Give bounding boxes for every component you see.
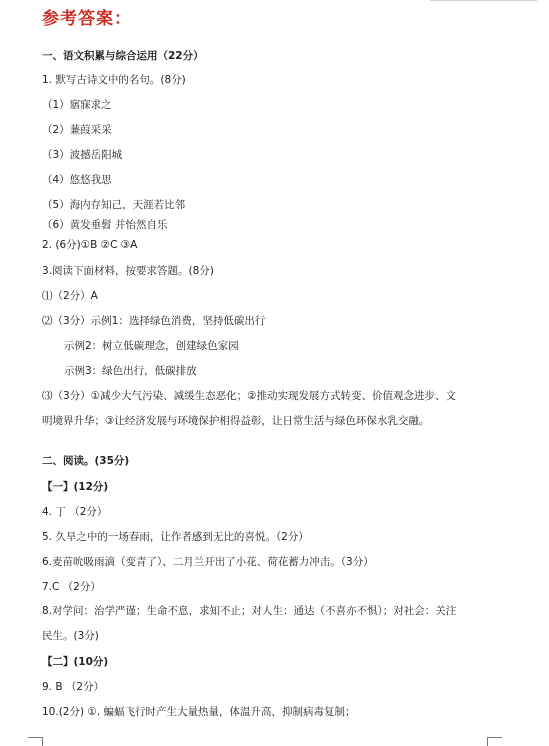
answer-line: 1. 默写古诗文中的名句。(8分): [42, 74, 186, 86]
section-heading: 【一】(12分): [42, 481, 109, 493]
answer-line: （1）寤寐求之: [42, 99, 112, 111]
answer-line: 7.C （2分）: [42, 581, 101, 593]
answer-line: （5）海内存知己，天涯若比邻: [42, 199, 186, 211]
section-heading: 一、语文积累与综合运用（22分）: [42, 50, 204, 62]
answer-line: 5. 久旱之中的一场春雨，让作者感到无比的喜悦。（2分）: [42, 531, 309, 543]
answer-line: 示例3：绿色出行，低碳排放: [64, 365, 197, 377]
answer-line: 3.阅读下面材料，按要求答题。(8分): [42, 265, 214, 277]
page-margin: [537, 0, 549, 746]
crop-mark-right: [487, 737, 502, 746]
section-heading: 【二】(10分): [42, 656, 109, 668]
answer-line: 2. (6分)①B ②C ③A: [42, 239, 138, 251]
answer-line: 示例2：树立低碳理念，创建绿色家园: [64, 340, 239, 352]
answer-line: （4）悠悠我思: [42, 174, 112, 186]
page-title: 参考答案：: [42, 9, 132, 29]
crop-mark-left: [28, 737, 43, 746]
answer-line: 6.麦苗吮吸雨滴（变青了）、二月兰开出了小花、荷花蓄力冲击。（3分）: [42, 556, 374, 568]
answer-line: （2）蒹葭采采: [42, 124, 112, 136]
page-top-rule: [430, 0, 549, 1]
answer-line: 民生。(3分): [42, 630, 99, 642]
answer-line: （3）波撼岳阳城: [42, 149, 123, 161]
answer-line: ⑴（2分）A: [42, 290, 98, 302]
answer-line: （6）黄发垂髫 并怡然自乐: [42, 219, 168, 231]
answer-line: ⑶（3分）①减少大气污染、减缓生态恶化；②推动实现发展方式转变、价值观念进步、文: [42, 390, 457, 402]
answer-line: ⑵（3分）示例1：选择绿色消费，坚持低碳出行: [42, 315, 266, 327]
answer-line: 9. B （2分）: [42, 681, 105, 693]
section-heading: 二、阅读。(35分): [42, 455, 130, 467]
answer-line: 明境界升华；③让经济发展与环境保护相得益彰，让日常生活与绿色环保水乳交融。: [42, 415, 430, 427]
answer-line: 4. 丁 （2分）: [42, 506, 108, 518]
answer-line: 10.(2分) ①. 蝙蝠飞行时产生大量热量，体温升高，抑制病毒复制；: [42, 706, 356, 718]
answer-line: 8.对学问：治学严谨；生命不息，求知不止；对人生：通达（不喜亦不惧）；对社会：关注: [42, 605, 457, 617]
